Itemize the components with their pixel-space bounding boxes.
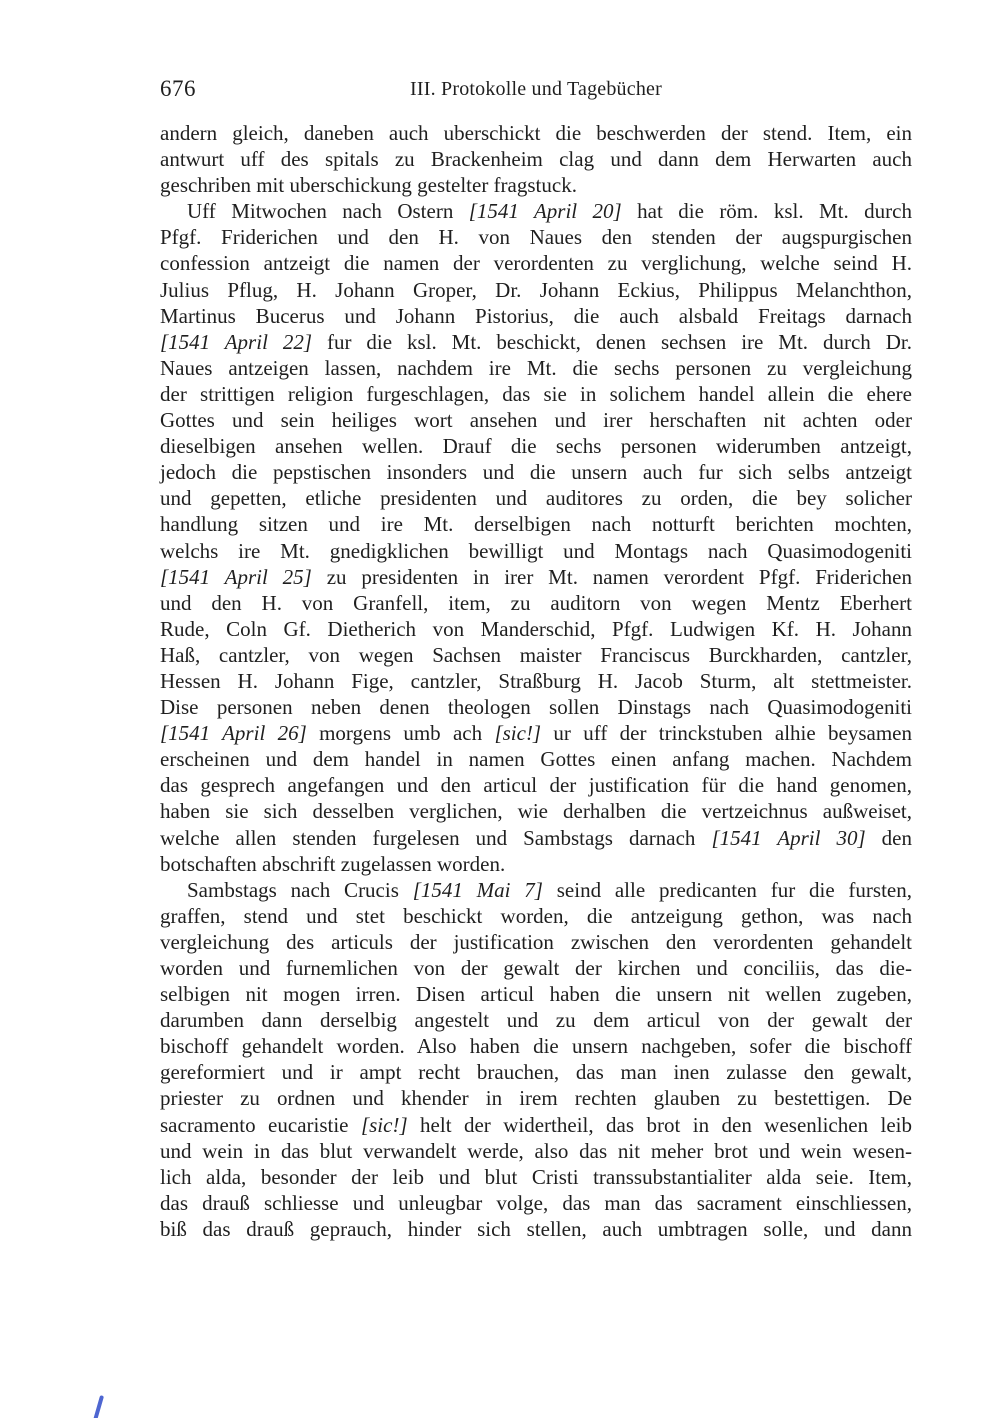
text-line bbox=[160, 772, 912, 798]
text-line bbox=[160, 1085, 912, 1111]
text-line bbox=[160, 1112, 912, 1138]
text-segment: den bbox=[865, 825, 912, 850]
text-line bbox=[160, 668, 912, 694]
text-line bbox=[160, 172, 912, 198]
text-segment: worden und furnemlichen von der gewalt der kirchen und conciliis, das die- bbox=[160, 956, 912, 980]
text-line bbox=[160, 903, 912, 929]
text-line bbox=[160, 981, 912, 1007]
text-segment: und den H. von Granfell, item, zu auditorn von wegen Mentz Eberhert bbox=[160, 590, 912, 615]
text-line bbox=[160, 277, 912, 303]
text-segment: haben sie sich desselben verglichen, wie derhalben die vertzeichnus außweiset, bbox=[160, 799, 912, 824]
text-line bbox=[160, 303, 912, 329]
text-segment: morgens umb ach bbox=[306, 721, 495, 746]
text-line bbox=[160, 798, 912, 824]
text-line bbox=[160, 642, 912, 668]
text-segment: bischoff gehandelt worden. Also haben die unsern nachgeben, sofer die bischoff bbox=[160, 1034, 912, 1059]
italic-segment: [1541 April 26] bbox=[160, 721, 307, 746]
italic-segment: [1541 April 20] bbox=[468, 199, 622, 224]
text-segment: welche allen stenden furgelesen und Sambstags darnach bbox=[160, 825, 712, 850]
text-line bbox=[160, 224, 912, 250]
text-segment: selbigen nit mogen irren. Disen articul haben die unsern nit wellen zugeben, bbox=[160, 982, 912, 1007]
text-segment: Naues antzeigen lassen, nachdem ire Mt. die sechs personen zu vergleichung bbox=[160, 355, 912, 380]
text-line bbox=[160, 590, 912, 616]
text-segment: Pfgf. Friderichen und den H. von Naues den stenden der augspurgischen bbox=[160, 225, 912, 250]
italic-segment: [1541 April 30] bbox=[711, 825, 866, 850]
text-line bbox=[160, 825, 912, 851]
text-segment: graffen, stend und stet beschickt worden, die antzeigung gethon, was nach bbox=[160, 903, 912, 928]
text-segment: helt der widertheil, das brot in den wesenlichen leib bbox=[407, 1112, 912, 1137]
text-line bbox=[160, 433, 912, 459]
running-title: III. Protokolle und Tagebücher bbox=[410, 78, 662, 100]
text-segment: vergleichung des articuls der justification zwischen den verordenten gehandelt bbox=[160, 929, 912, 954]
text-line bbox=[160, 146, 912, 172]
ink-mark bbox=[92, 1395, 104, 1418]
text-segment: Rude, Coln Gf. Dietherich von Manderschid, Pfgf. Ludwigen Kf. H. Johann bbox=[160, 616, 912, 641]
text-line bbox=[160, 381, 912, 407]
text-line bbox=[160, 511, 912, 537]
text-segment: priester zu ordnen und khender in irem rechten glauben zu bestettigen. De bbox=[160, 1086, 912, 1111]
text-segment: hat die röm. ksl. Mt. durch bbox=[621, 199, 912, 224]
text-line bbox=[160, 694, 912, 720]
text-segment: und gepetten, etliche presidenten und auditores zu orden, die bey solicher bbox=[160, 486, 912, 511]
text-segment: confession antzeigt die namen der verordenten zu verglichung, welche seind H. bbox=[160, 251, 912, 276]
text-segment: seind alle predicanten fur die fursten, bbox=[542, 877, 912, 902]
text-line bbox=[160, 1190, 912, 1216]
text-line bbox=[160, 459, 912, 485]
text-segment: geschriben mit uberschickung gestelter fragstuck. bbox=[160, 173, 577, 198]
text-segment: Julius Pflug, H. Johann Groper, Dr. Johann Eckius, Philippus Melanchthon, bbox=[160, 277, 912, 302]
text-segment: welchs ire Mt. gnedigklichen bewilligt und Montags nach Quasimodogeniti bbox=[160, 538, 912, 563]
text-segment: Gottes und sein heiliges wort ansehen und irer herschaften nit achten oder bbox=[160, 408, 912, 433]
page-header bbox=[160, 76, 912, 101]
italic-segment: [1541 Mai 7] bbox=[412, 877, 543, 902]
text-segment: Sambstags nach Crucis bbox=[187, 877, 413, 902]
text-segment: dieselbigen ansehen wellen. Drauf die sechs personen widerumben antzeigt, bbox=[160, 434, 912, 459]
text-segment: jedoch die pepstischen insonders und die unsern auch fur sich selbs antzeigt bbox=[160, 460, 912, 485]
italic-segment: [sic!] bbox=[360, 1112, 408, 1137]
text-segment: und wein in das blut verwandelt werde, also das nit meher brot und wein wesen- bbox=[160, 1138, 912, 1163]
text-line bbox=[160, 1216, 912, 1242]
text-line bbox=[160, 1059, 912, 1085]
text-segment: zu presidenten in irer Mt. namen verordent Pfgf. Friderichen bbox=[311, 564, 912, 589]
text-segment: antwurt uff des spitals zu Brackenheim clag und dann dem Herwarten auch bbox=[160, 147, 912, 172]
italic-segment: [1541 April 25] bbox=[160, 564, 312, 589]
text-line bbox=[160, 929, 912, 955]
text-line bbox=[160, 485, 912, 511]
text-line bbox=[160, 250, 912, 276]
page-number: 676 bbox=[160, 76, 196, 101]
text-segment: ur uff der trinckstuben alhie beysamen bbox=[541, 721, 912, 746]
text-segment: sacramento eucaristie bbox=[160, 1112, 361, 1137]
text-segment: botschaften abschrift zugelassen worden. bbox=[160, 851, 506, 876]
text-segment: biß das drauß geprauch, hinder sich stellen, auch umbtragen solle, und dann bbox=[160, 1216, 912, 1241]
text-segment: das drauß schliesse und unleugbar volge, das man das sacrament einschliessen, bbox=[160, 1190, 912, 1215]
text-line bbox=[160, 1033, 912, 1059]
text-segment: das gesprech angefangen und den articul der justification für die hand genomen, bbox=[160, 773, 912, 798]
text-line bbox=[160, 355, 912, 381]
text-line bbox=[160, 198, 912, 224]
text-line bbox=[160, 329, 912, 355]
text-line bbox=[160, 1007, 912, 1033]
text-segment: Hessen H. Johann Fige, cantzler, Straßburg H. Jacob Sturm, alt stettmeister. bbox=[160, 668, 912, 693]
text-line bbox=[160, 564, 912, 590]
text-segment: erscheinen und dem handel in namen Gottes einen anfang machen. Nachdem bbox=[160, 747, 912, 772]
text-line bbox=[160, 1164, 912, 1190]
text-segment: Haß, cantzler, von wegen Sachsen maister Franciscus Burckharden, cantzler, bbox=[160, 642, 912, 667]
text-segment: lich alda, besonder der leib und blut Cristi transsubstantialiter alda seie. Item, bbox=[160, 1164, 912, 1189]
text-line bbox=[160, 1138, 912, 1164]
text-line bbox=[160, 538, 912, 564]
text-segment: gereformiert und ir ampt recht brauchen, das man inen zulasse den gewalt, bbox=[160, 1060, 912, 1085]
text-line bbox=[160, 877, 912, 903]
text-line bbox=[160, 720, 912, 746]
text-line bbox=[160, 120, 912, 146]
text-line bbox=[160, 407, 912, 433]
text-segment: Uff Mitwochen nach Ostern bbox=[187, 199, 469, 224]
text-line bbox=[160, 955, 912, 981]
text-segment: Dise personen neben denen theologen sollen Dinstags nach Quasimodogeniti bbox=[160, 695, 912, 720]
text-segment: fur die ksl. Mt. beschickt, denen sechsen ire Mt. durch Dr. bbox=[312, 329, 912, 354]
text-segment: Martinus Bucerus und Johann Pistorius, die auch alsbald Freitags darnach bbox=[160, 303, 912, 328]
italic-segment: [1541 April 22] bbox=[160, 329, 313, 354]
text-line bbox=[160, 616, 912, 642]
text-line bbox=[160, 746, 912, 772]
text-segment: andern gleich, daneben auch uberschickt die beschwerden der stend. Item, ein bbox=[160, 121, 912, 145]
text-line bbox=[160, 851, 912, 877]
text-segment: handlung sitzen und ire Mt. derselbigen nach notturft berichten mochten, bbox=[160, 512, 912, 537]
text-segment: der strittigen religion furgeschlagen, das sie in solichem handel allein die ehere bbox=[160, 381, 912, 406]
body-text bbox=[160, 120, 912, 1242]
text-segment: darumben dann derselbig angestelt und zu dem articul von der gewalt der bbox=[160, 1008, 912, 1033]
italic-segment: [sic!] bbox=[494, 721, 542, 746]
